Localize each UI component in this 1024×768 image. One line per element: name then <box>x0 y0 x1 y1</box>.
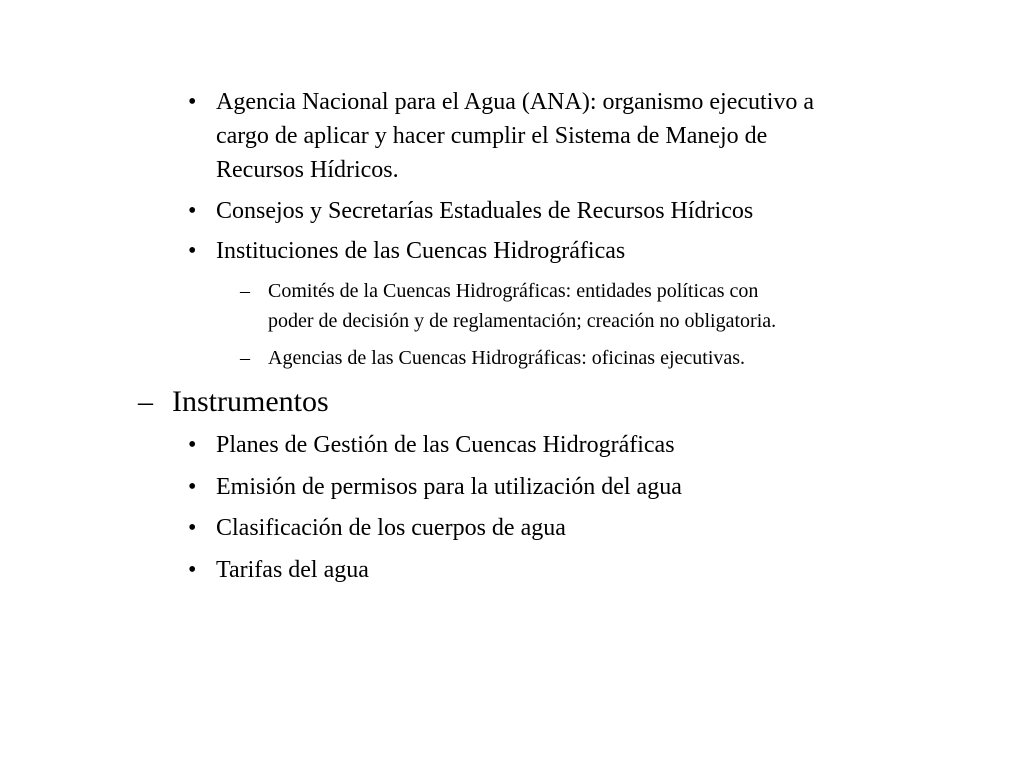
bullet-item-ana <box>188 85 948 187</box>
bullet-text-line: cargo de aplicar y hacer cumplir el Sistema de Manejo de <box>216 123 768 149</box>
dash-marker: – <box>240 347 250 369</box>
bullet-text: Instituciones de las Cuencas Hidrográficas <box>216 238 626 264</box>
dash-marker: – <box>240 280 250 302</box>
bullet-text-line: Agencia Nacional para el Agua (ANA): organismo ejecutivo a <box>216 89 815 115</box>
bullet-marker: • <box>188 198 197 224</box>
subitem-text-line: Comités de la Cuencas Hidrográficas: entidades políticas con <box>268 280 759 302</box>
bullet-text: Planes de Gestión de las Cuencas Hidrográficas <box>216 432 675 458</box>
bullet-item-tarifas <box>188 553 948 587</box>
bullet-marker: • <box>188 238 197 264</box>
bullet-marker: • <box>188 557 197 583</box>
subitem-agencias <box>240 343 940 373</box>
bullet-item-instituciones <box>188 234 948 268</box>
subitem-text: Agencias de las Cuencas Hidrográficas: oficinas ejecutivas. <box>268 347 746 369</box>
subitem-comites <box>240 276 940 336</box>
bullet-item-consejos <box>188 194 948 228</box>
heading-dash-marker: – <box>138 385 153 418</box>
bullet-marker: • <box>188 515 197 541</box>
bullet-text: Tarifas del agua <box>216 557 369 583</box>
bullet-text: Emisión de permisos para la utilización del agua <box>216 474 682 500</box>
bullet-item-emision <box>188 470 948 504</box>
subitem-text-line: poder de decisión y de reglamentación; creación no obligatoria. <box>268 310 777 332</box>
section-heading-instrumentos <box>138 382 538 422</box>
bullet-text: Clasificación de los cuerpos de agua <box>216 515 566 541</box>
bullet-text: Consejos y Secretarías Estaduales de Recursos Hídricos <box>216 198 754 224</box>
bullet-text-line: Recursos Hídricos. <box>216 157 399 183</box>
bullet-item-planes <box>188 428 948 462</box>
bullet-marker: • <box>188 474 197 500</box>
bullet-marker: • <box>188 432 197 458</box>
bullet-item-clasificacion <box>188 511 948 545</box>
section-heading-text: Instrumentos <box>172 385 329 418</box>
bullet-marker: • <box>188 89 197 115</box>
